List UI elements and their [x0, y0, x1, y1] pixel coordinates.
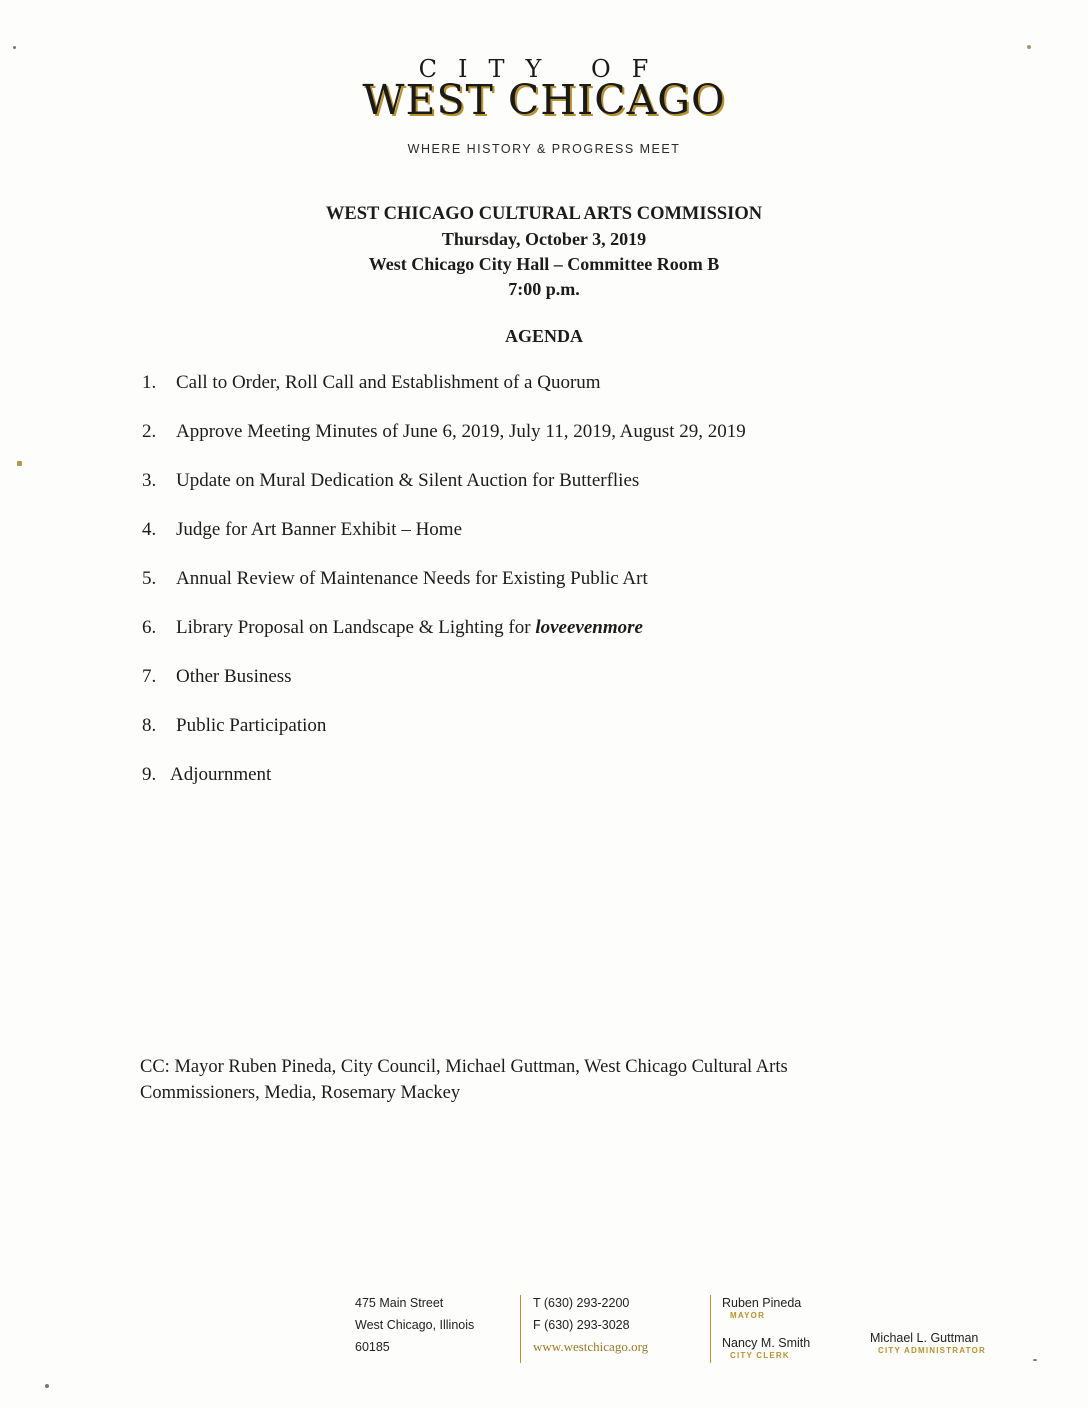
scan-speck — [17, 461, 22, 466]
footer-divider — [520, 1295, 521, 1363]
agenda-item-text: Adjournment — [170, 764, 272, 785]
agenda-item — [142, 617, 746, 666]
footer-contact — [533, 1292, 648, 1358]
agenda-item — [142, 519, 746, 568]
fax-number: F (630) 293-3028 — [533, 1318, 630, 1332]
administrator-name: Michael L. Guttman — [870, 1331, 979, 1345]
scan-speck — [45, 1384, 49, 1388]
footer-divider — [710, 1295, 711, 1363]
agenda-item-text: Library Proposal on Landscape & Lighting for — [176, 617, 536, 638]
agenda-item — [142, 666, 746, 715]
address-city: West Chicago, Illinois — [355, 1318, 475, 1332]
clerk-role: CITY CLERK — [730, 1351, 790, 1360]
agenda-item — [142, 421, 746, 470]
agenda-item-text: Approve Meeting Minutes of June 6, 2019, July 11, 2019, August 29, 2019 — [176, 421, 746, 442]
footer-address — [355, 1292, 474, 1358]
administrator-role: CITY ADMINISTRATOR — [878, 1346, 986, 1355]
footer-administrator — [870, 1292, 986, 1355]
cc-recipients: CC: Mayor Ruben Pineda, City Council, Michael Guttman, West Chicago Cultural Arts Commissioners, Media, Rosemary Mackey — [140, 1057, 788, 1103]
mayor-name: Ruben Pineda — [722, 1296, 802, 1310]
agenda-item-text: Update on Mural Dedication & Silent Auction for Butterflies — [176, 470, 640, 491]
scan-speck — [1033, 1359, 1037, 1361]
agenda-item-number: 2. — [142, 421, 157, 442]
footer-officials — [722, 1292, 810, 1360]
meeting-location: West Chicago City Hall – Committee Room B — [368, 254, 720, 274]
agenda-item-number: 7. — [142, 666, 157, 687]
agenda-item-number: 8. — [142, 715, 157, 736]
agenda-item-number: 6. — [142, 617, 157, 638]
agenda-item-text: Call to Order, Roll Call and Establishment of a Quorum — [176, 372, 601, 393]
meeting-time: 7:00 p.m. — [508, 279, 580, 299]
agenda-item-number: 4. — [142, 519, 157, 540]
logo-city-name: WEST CHICAGO — [362, 76, 726, 124]
agenda-item — [142, 764, 746, 813]
agenda-item — [142, 470, 746, 519]
agenda-item-text: Judge for Art Banner Exhibit – Home — [176, 519, 463, 540]
agenda-item — [142, 372, 746, 421]
website-link[interactable]: www.westchicago.org — [533, 1339, 649, 1354]
agenda-item-text: Annual Review of Maintenance Needs for Existing Public Art — [176, 568, 648, 589]
phone-number: T (630) 293-2200 — [533, 1296, 630, 1310]
agenda-item-text: Other Business — [176, 666, 292, 687]
commission-title: WEST CHICAGO CULTURAL ARTS COMMISSION — [325, 204, 763, 224]
agenda-heading: AGENDA — [504, 326, 583, 346]
meeting-date: Thursday, October 3, 2019 — [441, 229, 647, 249]
agenda-item-number: 3. — [142, 470, 157, 491]
agenda-item-text: Public Participation — [176, 715, 327, 736]
clerk-name: Nancy M. Smith — [722, 1336, 811, 1350]
address-street: 475 Main Street — [355, 1296, 444, 1310]
address-zip: 60185 — [355, 1340, 390, 1354]
agenda-item — [142, 715, 746, 764]
logo-tagline: WHERE HISTORY & PROGRESS MEET — [407, 142, 681, 156]
agenda-item-number: 1. — [142, 372, 157, 393]
agenda-list — [142, 372, 746, 813]
logo-city-of: CITY OF — [418, 55, 670, 83]
agenda-item — [142, 568, 746, 617]
agenda-item-emphasis: loveevenmore — [535, 617, 643, 638]
scan-speck — [13, 46, 16, 49]
scan-speck — [1027, 45, 1031, 49]
mayor-role: MAYOR — [730, 1311, 766, 1320]
agenda-item-number: 9. — [142, 764, 157, 785]
agenda-item-number: 5. — [142, 568, 157, 589]
